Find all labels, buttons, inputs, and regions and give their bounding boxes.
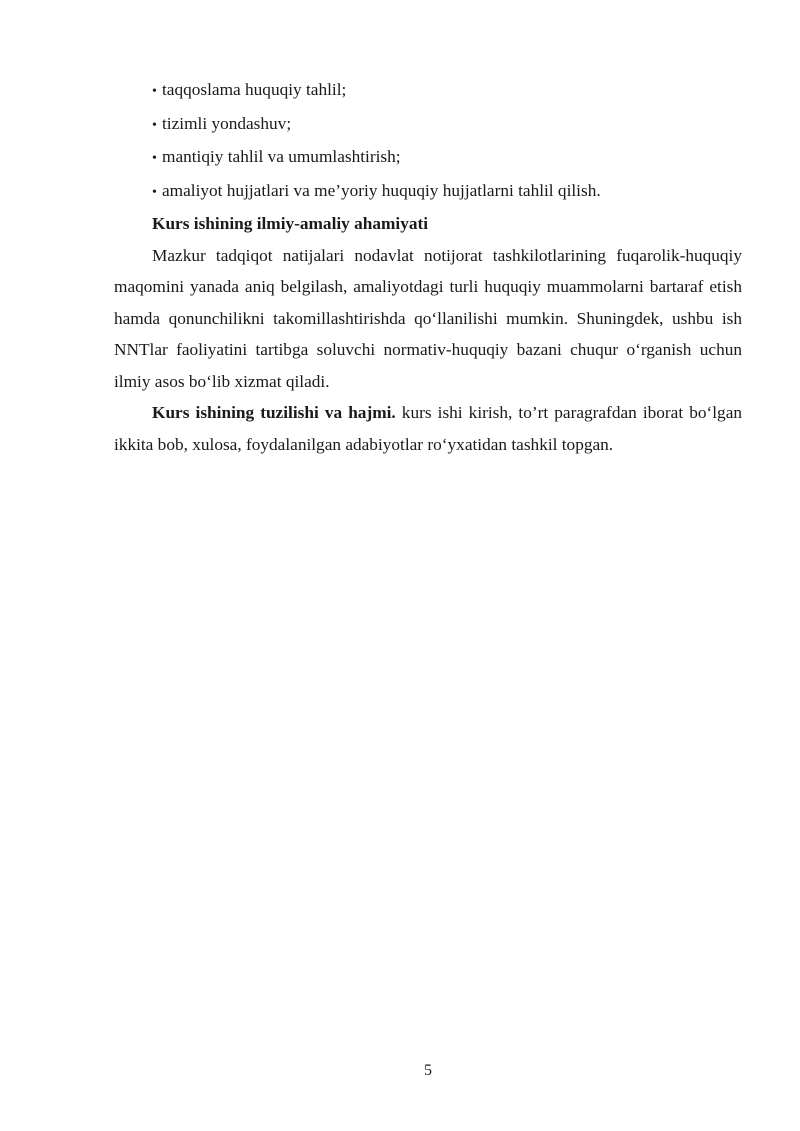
- list-item: • tizimli yondashuv;: [152, 108, 742, 142]
- structure-heading: Kurs ishining tuzilishi va hajmi.: [152, 403, 396, 422]
- page-number: 5: [424, 1062, 432, 1079]
- methods-list: [114, 74, 742, 208]
- structure-paragraph: [114, 397, 742, 460]
- significance-paragraph: Mazkur tadqiqot natijalari nodavlat notijorat tashkilotlarining fuqarolik-huquqiy maqomini yanada aniq belgilash, amaliyotdagi turli huquqiy muammolarni bartaraf etish hamda qonunchilikni takomillashtirishda qo‘llanilishi mumkin. Shuningdek, ushbu ish NNTlar faoliyatini tartibga soluvchi normativ-huquqiy bazani chuqur o‘rganish uchun ilmiy asos bo‘lib xizmat qiladi.: [114, 245, 742, 391]
- page-content: [114, 74, 742, 460]
- list-item: • amaliyot hujjatlari va me’yoriy huquqiy hujjatlarni tahlil qilish.: [152, 175, 742, 209]
- list-item: • taqqoslama huquqiy tahlil;: [152, 74, 742, 108]
- structure-text: kurs ishi kirish, to’rt paragrafdan iborat bo‘lgan ikkita bob, xulosa, foydalanilgan adabiyotlar ro‘yxatidan tashkil topgan.: [114, 403, 743, 454]
- list-item: • mantiqiy tahlil va umumlashtirish;: [152, 141, 742, 175]
- significance-heading: Kurs ishining ilmiy-amaliy ahamiyati: [152, 214, 429, 233]
